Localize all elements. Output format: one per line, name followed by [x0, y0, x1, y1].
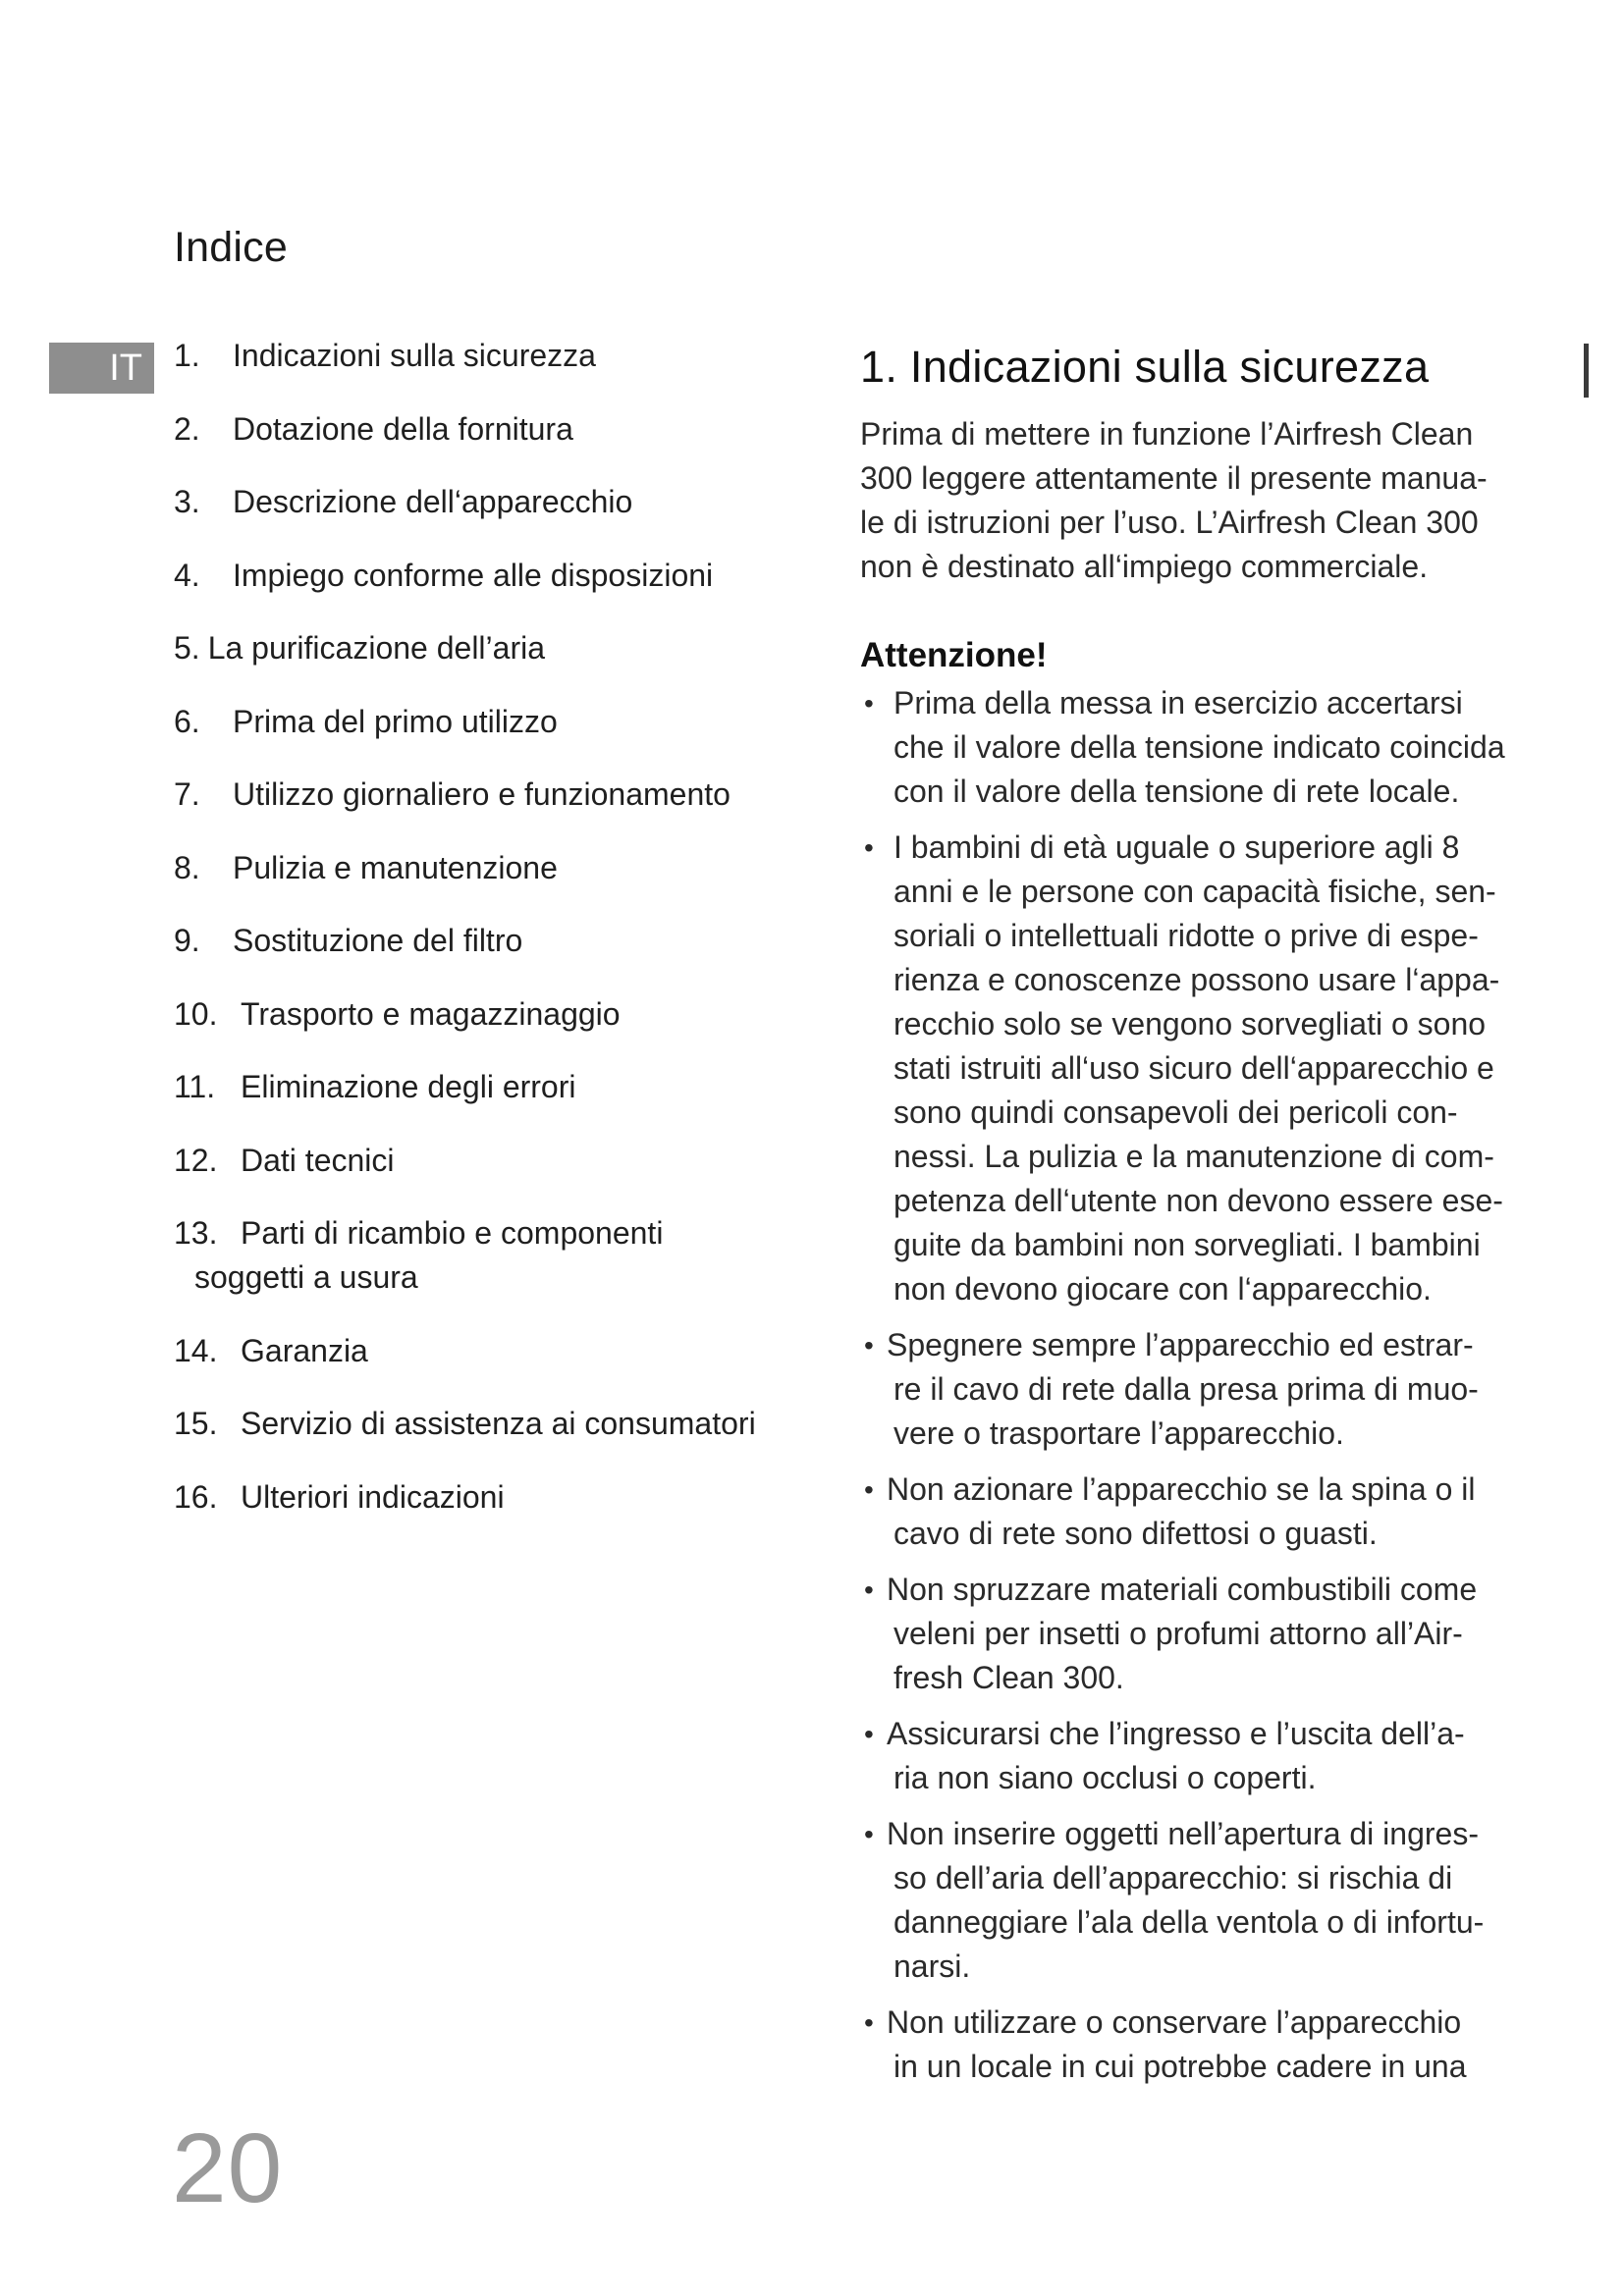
toc-number: 5. [174, 630, 200, 666]
toc-label: Descrizione dell‘apparecchio [233, 484, 633, 519]
toc-label: Ulteriori indicazioni [241, 1478, 505, 1515]
warning-item [860, 1812, 1547, 1989]
warning-line: non devono giocare con l‘apparecchio. [893, 1271, 1432, 1307]
toc-label: Dotazione della fornitura [233, 410, 573, 447]
toc-number: 1. [174, 338, 200, 373]
warning-line: stati istruiti all‘uso sicuro dell‘apparecchio e [893, 1050, 1494, 1086]
toc-label-continued: soggetti a usura [194, 1259, 418, 1295]
intro-line: 300 leggere attentamente il presente manua- [860, 460, 1488, 496]
warning-line: Non utilizzare o conservare l’apparecchio [887, 2004, 1462, 2040]
toc-number: 8. [174, 849, 200, 885]
warning-list [860, 681, 1547, 2089]
toc-number: 2. [174, 410, 200, 447]
warning-item [860, 1323, 1547, 1456]
warning-item [860, 1712, 1547, 1800]
warning-line: ria non siano occlusi o coperti. [893, 1760, 1317, 1795]
toc-number: 13. [174, 1215, 218, 1251]
toc-number: 14. [174, 1332, 218, 1368]
toc-item[interactable] [174, 992, 822, 1037]
bullet-icon: • [864, 1719, 874, 1749]
margin-marker [1584, 344, 1589, 398]
warning-line: nessi. La pulizia e la manutenzione di com- [893, 1139, 1494, 1174]
toc-label: Indicazioni sulla sicurezza [233, 338, 596, 373]
bullet-icon: • [864, 1330, 874, 1361]
toc-label: Pulizia e manutenzione [233, 849, 558, 885]
bullet-icon: • [864, 832, 874, 863]
warning-line: re il cavo di rete dalla presa prima di muo- [893, 1371, 1479, 1407]
warning-line: I bambini di età uguale o superiore agli 8 [893, 829, 1460, 865]
toc-item[interactable] [174, 1139, 822, 1183]
toc-number: 6. [174, 703, 200, 739]
toc-item[interactable] [174, 1065, 822, 1109]
section-heading: 1. Indicazioni sulla sicurezza [860, 342, 1430, 392]
warning-line: recchio solo se vengono sorvegliati o sono [893, 1006, 1487, 1041]
bullet-icon: • [864, 688, 874, 719]
toc-label: Prima del primo utilizzo [233, 703, 558, 739]
toc-number: 4. [174, 557, 200, 593]
bullet-icon: • [864, 1575, 874, 1605]
warning-line: che il valore della tensione indicato coincida [893, 729, 1505, 765]
warning-title: Attenzione! [860, 636, 1048, 674]
warning-line: petenza dell‘utente non devono essere ese- [893, 1183, 1503, 1218]
toc-label: Garanzia [241, 1332, 368, 1368]
toc-number: 10. [174, 995, 218, 1032]
toc-item[interactable] [174, 480, 822, 524]
toc-item[interactable] [174, 700, 822, 744]
bullet-icon: • [864, 1819, 874, 1849]
toc-label: Utilizzo giornaliero e funzionamento [233, 776, 731, 812]
toc-label: La purificazione dell’aria [207, 630, 545, 666]
intro-line: Prima di mettere in funzione l’Airfresh Clean [860, 416, 1474, 452]
toc-number: 7. [174, 776, 200, 812]
toc-item[interactable] [174, 334, 822, 378]
toc-label: Eliminazione degli errori [241, 1069, 576, 1104]
warning-line: Non spruzzare materiali combustibili come [887, 1572, 1478, 1607]
toc-item[interactable] [174, 1329, 822, 1373]
warning-line: soriali o intellettuali ridotte o prive di espe- [893, 918, 1479, 953]
warning-item [860, 2001, 1547, 2089]
language-tab: IT [49, 343, 154, 394]
warning-item [860, 1568, 1547, 1700]
toc-item[interactable] [174, 1402, 822, 1446]
warning-line: Prima della messa in esercizio accertarsi [893, 685, 1463, 721]
warning-item [860, 826, 1547, 1311]
intro-paragraph [860, 412, 1547, 589]
warning-line: veleni per insetti o profumi attorno all’Air- [893, 1616, 1463, 1651]
warning-item [860, 681, 1547, 814]
toc-item[interactable] [174, 919, 822, 963]
intro-line: le di istruzioni per l’uso. L’Airfresh Clean 300 [860, 505, 1479, 540]
warning-line: Spegnere sempre l’apparecchio ed estrar- [887, 1327, 1474, 1362]
warning-line: danneggiare l’ala della ventola o di infortu- [893, 1904, 1485, 1940]
warning-line: in un locale in cui potrebbe cadere in una [893, 2049, 1467, 2084]
warning-line: rienza e conoscenze possono usare l‘appa- [893, 962, 1500, 997]
toc-number: 15. [174, 1406, 218, 1441]
toc-label: Impiego conforme alle disposizioni [233, 557, 714, 593]
warning-line: guite da bambini non sorvegliati. I bambini [893, 1227, 1481, 1262]
toc-item[interactable] [174, 554, 822, 598]
toc-label: Trasporto e magazzinaggio [241, 995, 621, 1032]
intro-line: non è destinato all‘impiego commerciale. [860, 549, 1429, 584]
warning-line: Non azionare l’apparecchio se la spina o il [887, 1471, 1476, 1507]
toc-label: Sostituzione del filtro [233, 923, 523, 958]
toc-label: Dati tecnici [241, 1142, 395, 1178]
warning-item [860, 1468, 1547, 1556]
warning-line: so dell’aria dell’apparecchio: si rischia di [893, 1860, 1453, 1896]
bullet-icon: • [864, 1474, 874, 1505]
toc-item[interactable] [174, 1211, 822, 1300]
warning-line: sono quindi consapevoli dei pericoli con- [893, 1095, 1458, 1130]
page-title: Indice [174, 224, 288, 271]
warning-line: con il valore della tensione di rete locale. [893, 774, 1460, 809]
safety-section [860, 334, 1547, 2101]
warning-line: fresh Clean 300. [893, 1660, 1124, 1695]
warning-line: Assicurarsi che l’ingresso e l’uscita dell’a- [887, 1716, 1465, 1751]
warning-line: cavo di rete sono difettosi o guasti. [893, 1516, 1378, 1551]
warning-line: Non inserire oggetti nell’apertura di ingres- [887, 1816, 1479, 1851]
toc-number: 12. [174, 1142, 218, 1178]
toc-label: Parti di ricambio e componenti [241, 1215, 664, 1251]
toc-number: 9. [174, 923, 200, 958]
toc-number: 11. [174, 1069, 216, 1104]
page-number: 20 [172, 2113, 284, 2223]
toc-item[interactable] [174, 1475, 822, 1520]
toc-item[interactable] [174, 846, 822, 890]
toc-label: Servizio di assistenza ai consumatori [241, 1406, 756, 1441]
table-of-contents [174, 334, 822, 1548]
toc-item[interactable] [174, 773, 822, 817]
toc-item[interactable] [174, 407, 822, 452]
bullet-icon: • [864, 2007, 874, 2038]
warning-line: narsi. [893, 1949, 971, 1984]
toc-number: 3. [174, 484, 200, 519]
warning-line: anni e le persone con capacità fisiche, sen- [893, 874, 1496, 909]
toc-item[interactable] [174, 626, 822, 670]
warning-line: vere o trasportare l’apparecchio. [893, 1415, 1344, 1451]
toc-number: 16. [174, 1478, 218, 1515]
